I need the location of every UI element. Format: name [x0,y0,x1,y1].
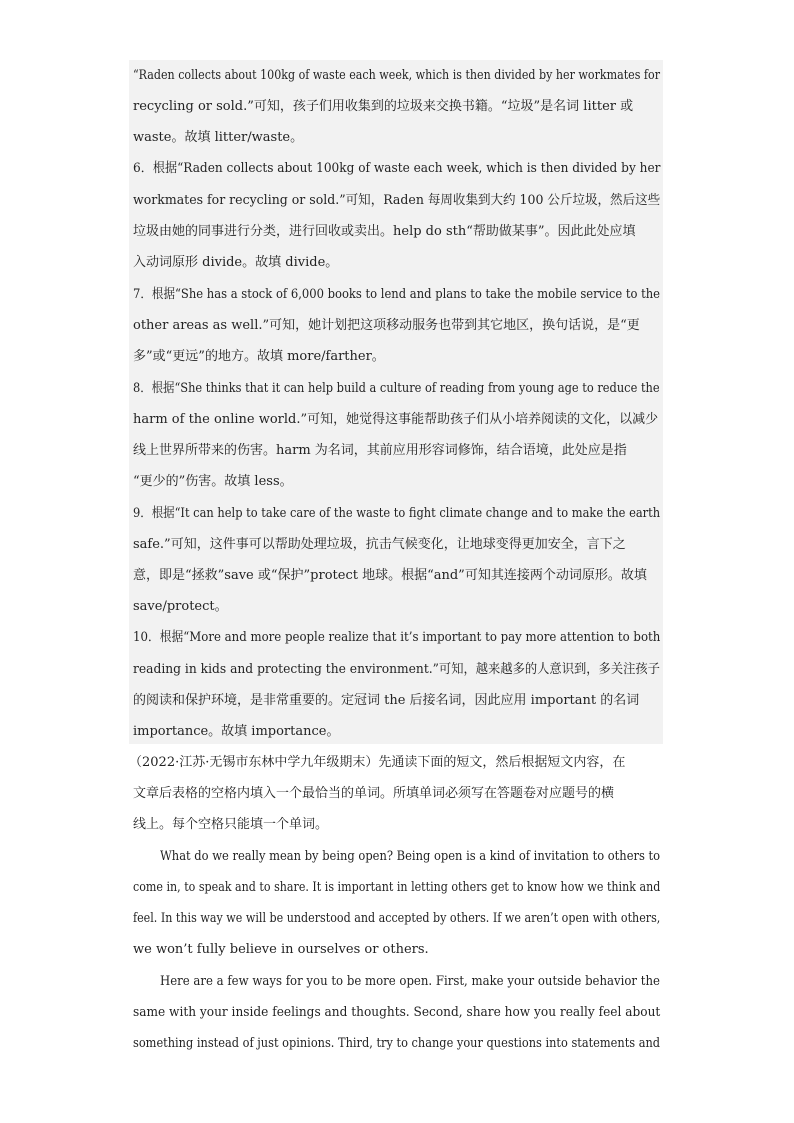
passage-line: feel. In this way we will be understood and accepted by others. If we aren’t open with others, [133,911,661,926]
explanation-line: importance。故填 importance。 [133,724,340,739]
explanation-line: 6．根据“Raden collects about 100kg of waste each week, which is then divided by her [133,161,661,176]
explanation-line: 多”或“更远”的地方。故填 more/farther。 [133,349,385,364]
explanation-line: 垃圾由她的同事进行分类，进行回收或卖出。help do sth“帮助做某事”。因此此处应填 [133,224,636,239]
passage-line: same with your inside feelings and thoughts. Second, share how you really feel about [133,1005,661,1020]
explanation-line: waste。故填 litter/waste。 [133,130,304,145]
instruction-line: 线上。每个空格只能填一个单词。 [133,817,329,832]
explanation-line: “Raden collects about 100kg of waste each week, which is then divided by her workmates for [133,68,661,83]
passage-line: we won’t fully believe in ourselves or others. [133,942,429,957]
explanation-line: other areas as well.”可知，她计划把这项移动服务也带到其它地区，换句话说，是“更 [133,318,640,333]
explanation-line: 入动词原形 divide。故填 divide。 [133,255,339,270]
passage-line: something instead of just opinions. Third, try to change your questions into statements and [133,1036,661,1051]
explanation-line: 线上世界所带来的伤害。harm 为名词，其前应用形容词修饰，结合语境，此处应是指 [133,443,627,458]
passage-line: What do we really mean by being open? Being open is a kind of invitation to others to [160,849,661,864]
explanation-line: reading in kids and protecting the environment.”可知，越来越多的人意识到，多关注孩子 [133,662,660,677]
explanation-line: 意，即是“拯救”save 或“保护”protect 地球。根据“and”可知其连接两个动词原形。故填 [133,568,647,583]
explanation-line: save/protect。 [133,599,228,614]
explanation-line: harm of the online world.”可知，她觉得这事能帮助孩子们从小培养阅读的文化，以减少 [133,412,659,427]
explanation-line: workmates for recycling or sold.”可知，Raden 每周收集到大约 100 公斤垃圾，然后这些 [133,193,661,208]
passage-line: Here are a few ways for you to be more open. First, make your outside behavior the [160,974,660,989]
explanation-line: 7．根据“She has a stock of 6,000 books to lend and plans to take the mobile service to the [133,287,661,302]
instruction-line: （2022·江苏·无锡市东林中学九年级期末）先通读下面的短文，然后根据短文内容，在 [129,755,626,770]
explanation-line: 8．根据“She thinks that it can help build a culture of reading from young age to reduce the [133,381,660,396]
explanation-line: recycling or sold.”可知，孩子们用收集到的垃圾来交换书籍。“垃圾”是名词 litter 或 [133,99,634,114]
explanation-line: 10．根据“More and more people realize that it’s important to pay more attention to both [133,630,661,645]
passage-line: come in, to speak and to share. It is important in letting others get to know how we think and [133,880,661,895]
explanation-line: “更少的”伤害。故填 less。 [133,474,293,489]
explanation-line: 9．根据“It can help to take care of the waste to fight climate change and to make the earth [133,506,661,521]
instruction-line: 文章后表格的空格内填入一个最恰当的单词。所填单词必须写在答题卷对应题号的横 [133,786,615,801]
explanation-line: safe.”可知，这件事可以帮助处理垃圾，抗击气候变化，让地球变得更加安全，言下之 [133,537,626,552]
explanation-line: 的阅读和保护环境，是非常重要的。定冠词 the 后接名词，因此应用 important 的名词 [133,693,640,708]
